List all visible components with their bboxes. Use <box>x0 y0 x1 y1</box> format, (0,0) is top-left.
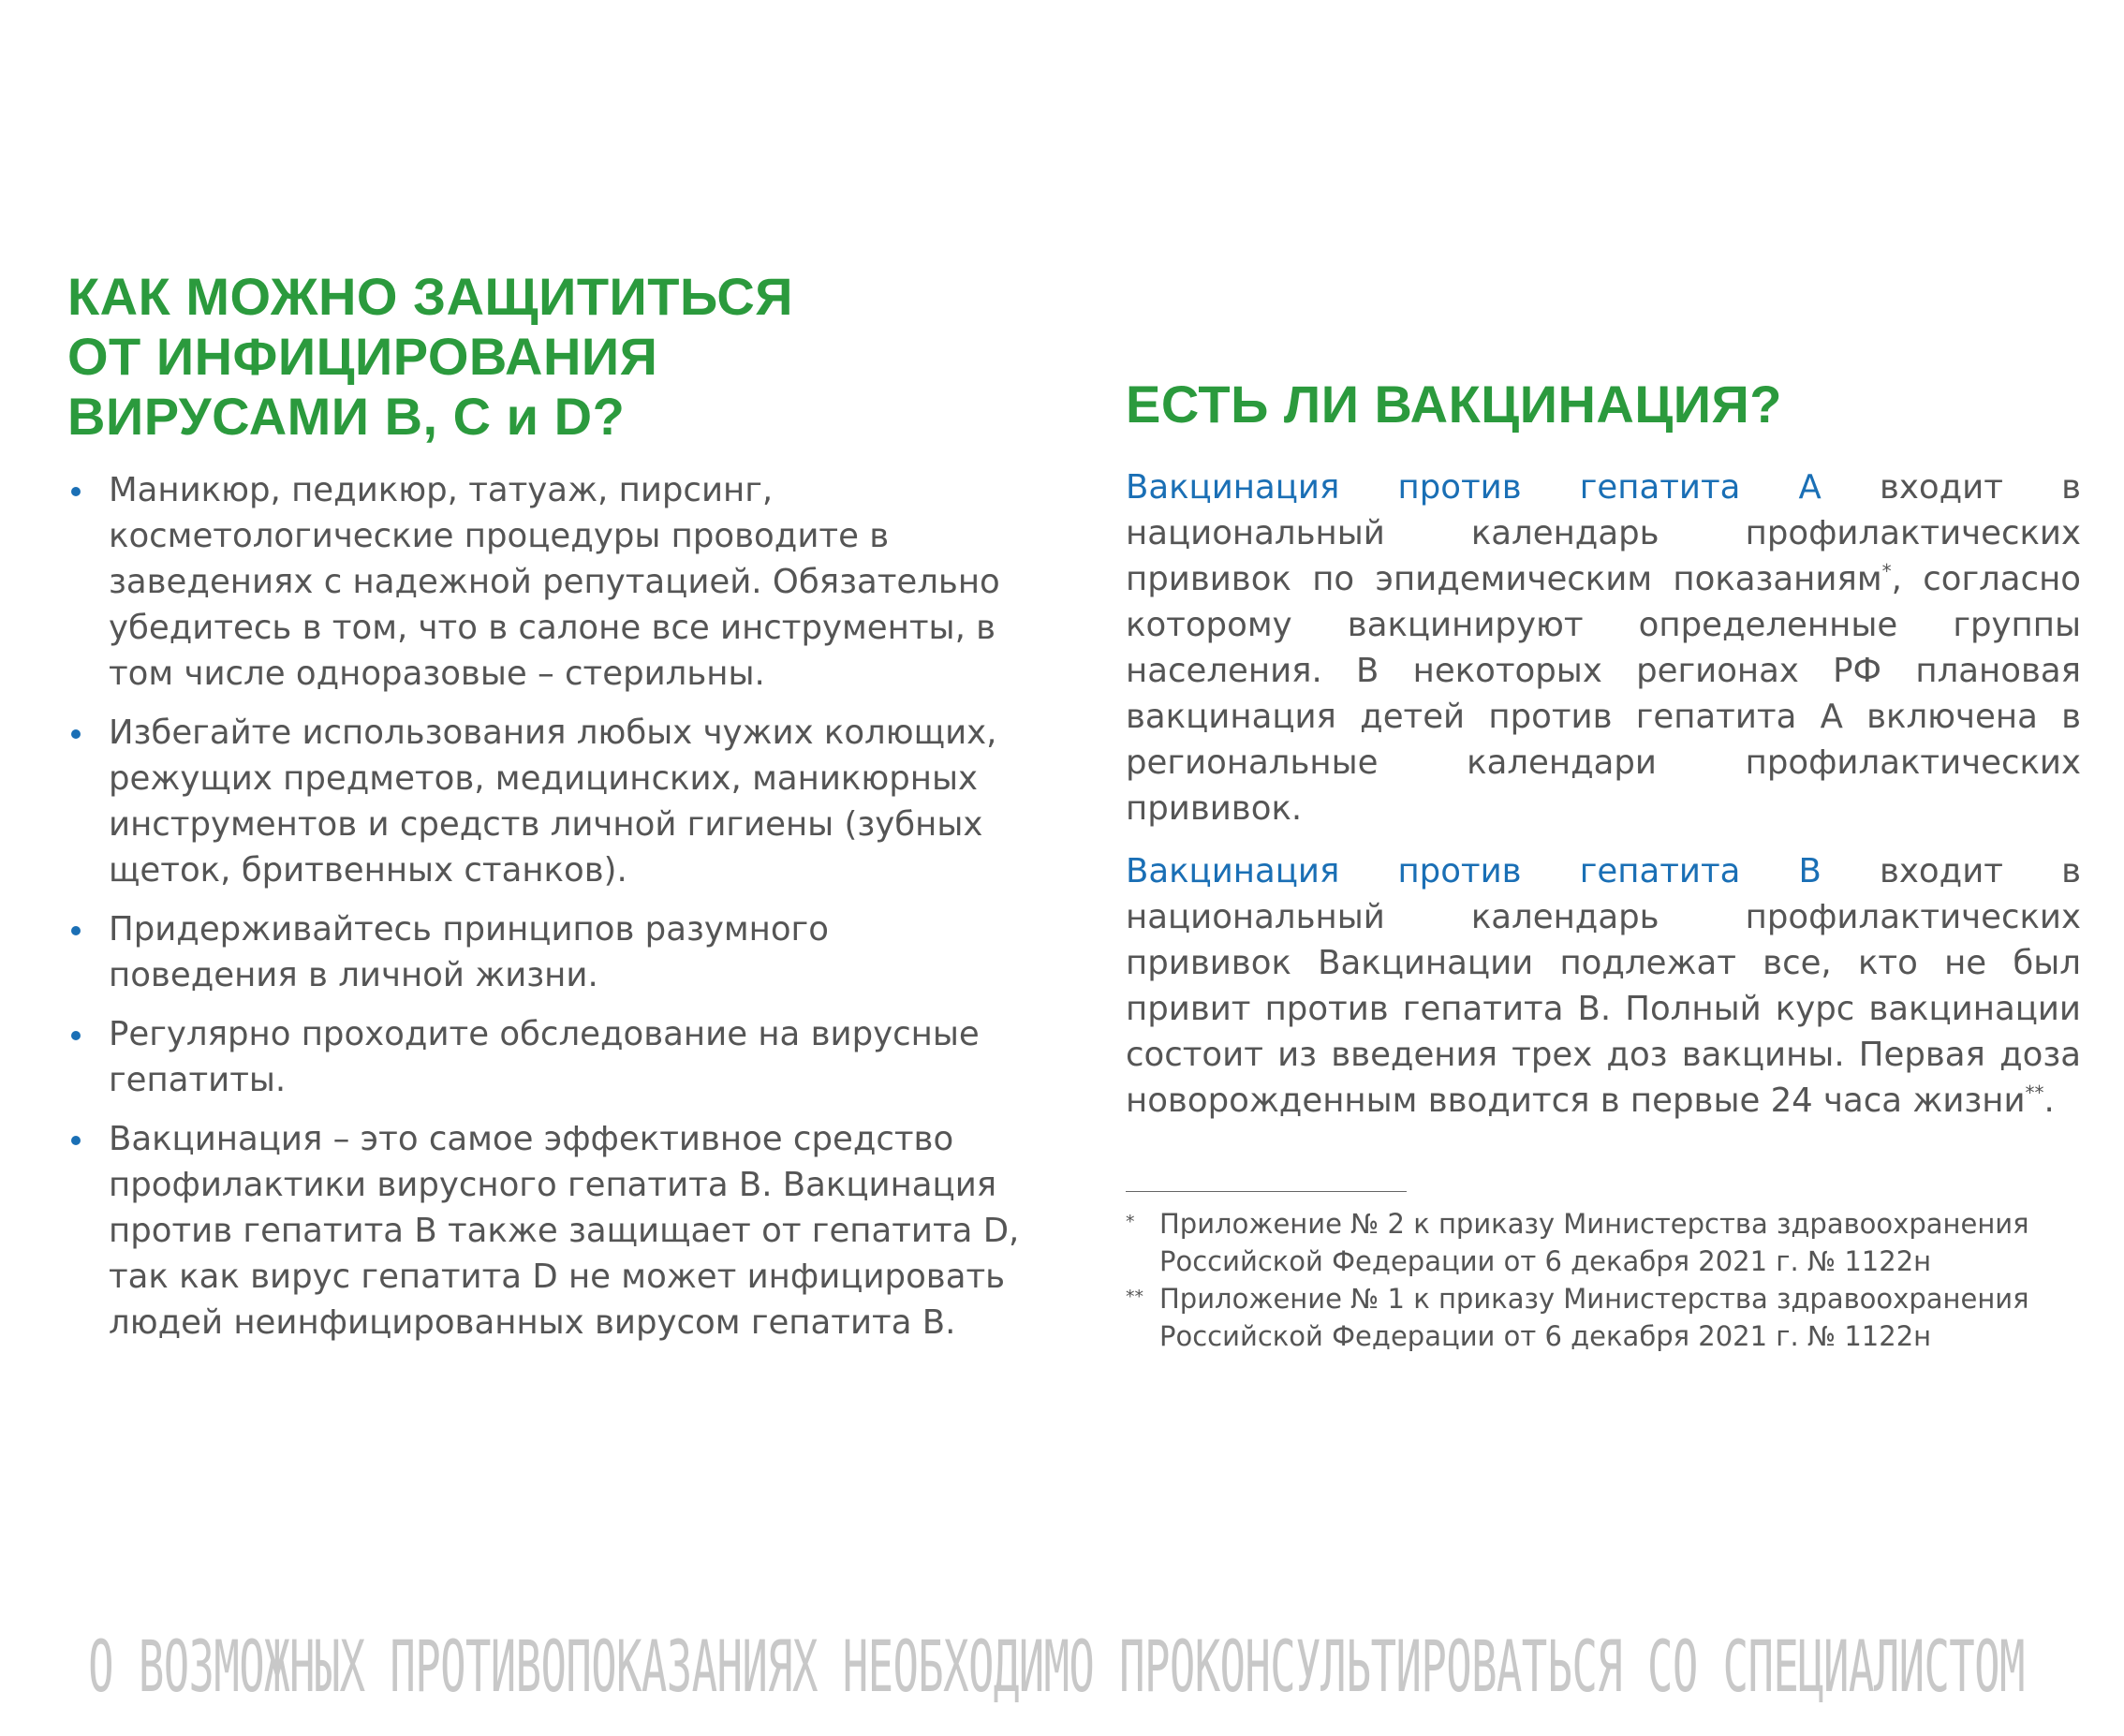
hepatitis-a-lead: Вакцинация против гепатита А <box>1126 468 1822 507</box>
footnote-mark: * <box>1126 1212 1135 1232</box>
list-item-text: Регулярно проходите обследование на вирусные гепатиты. <box>109 1015 980 1099</box>
hepatitis-b-text-a: входит в национальный календарь профилактических прививок Вакцинации подлежат все, кто не был привит против гепатита В. Полный курс вакцинации состоит из введения трех доз вакцины. Первая доза новорожденным вводится в первые 24 часа жизни <box>1126 852 2082 1120</box>
hepatitis-a-paragraph <box>1126 464 2081 831</box>
bullet-dot-icon <box>71 1136 81 1145</box>
footnote-mark: ** <box>1126 1287 1143 1307</box>
list-item-text: Маникюр, педикюр, татуаж, пирсинг, косметологические процедуры проводите в заведениях с надежной репутацией. Обязательно убедитесь в том, что в салоне все инструменты, в том числе одноразовые – стерильны. <box>109 471 1000 693</box>
footnote <box>1126 1280 2081 1355</box>
hepatitis-b-lead: Вакцинация против гепатита В <box>1126 852 1822 890</box>
protection-heading-line-3a: ВИРУСАМИ В, С <box>67 387 507 446</box>
right-column <box>1126 375 2081 1355</box>
bullet-dot-icon <box>71 487 81 496</box>
footnote <box>1126 1205 2081 1280</box>
footnote-text: Приложение № 1 к приказу Министерства здравоохранения Российской Федерации от 6 декабря 2021 г. № 1122н <box>1159 1283 2029 1352</box>
list-item-text: Придерживайтесь принципов разумного поведения в личной жизни. <box>109 910 829 994</box>
left-column <box>67 267 1023 1359</box>
bullet-dot-icon <box>71 1031 81 1040</box>
protection-heading-line-1: КАК МОЖНО ЗАЩИТИТЬСЯ <box>67 267 794 326</box>
list-item <box>67 710 1023 893</box>
protection-heading-line-3c: D? <box>538 387 626 446</box>
list-item <box>67 906 1023 998</box>
bullet-dot-icon <box>71 926 81 935</box>
protection-heading-line-2: ОТ ИНФИЦИРОВАНИЯ <box>67 327 658 386</box>
footnote-ref-1: * <box>1881 560 1892 583</box>
list-item <box>67 467 1023 697</box>
hepatitis-b-paragraph <box>1126 848 2081 1124</box>
specialist-consultation-banner: О ВОЗМОЖНЫХ ПРОТИВОПОКАЗАНИЯХ НЕОБХОДИМО ПРОКОНСУЛЬТИРОВАТЬСЯ СО СПЕЦИАЛИСТОМ <box>88 1625 2025 1708</box>
bullet-dot-icon <box>71 729 81 739</box>
vaccination-heading: ЕСТЬ ЛИ ВАКЦИНАЦИЯ? <box>1126 375 1782 434</box>
list-item <box>67 1011 1023 1103</box>
list-item <box>67 1116 1023 1346</box>
hepatitis-a-text-b: , согласно которому вакцинируют определенные группы населения. В некоторых регионах РФ плановая вакцинация детей против гепатита А включена в региональные календари профилактических прививок. <box>1126 560 2081 828</box>
list-item-text: Вакцинация – это самое эффективное средство профилактики вирусного гепатита В. Вакцинация против гепатита В также защищает от гепатита D, так как вирус гепатита D не может инфицировать людей неинфицированных вирусом гепатита В. <box>109 1120 1020 1342</box>
protection-heading-line-3b: и <box>506 387 539 446</box>
footnote-divider <box>1126 1191 1407 1192</box>
footnote-ref-2: ** <box>2025 1081 2044 1105</box>
list-item-text: Избегайте использования любых чужих колющих, режущих предметов, медицинских, маникюрных инструментов и средств личной гигиены (зубных щеток, бритвенных станков). <box>109 714 997 890</box>
protection-tips-list <box>67 467 1023 1346</box>
hepatitis-a-text-a: входит в национальный календарь профилактических прививок по эпидемическим показаниям <box>1126 468 2081 598</box>
hepatitis-b-text-b: . <box>2043 1081 2055 1120</box>
footnote-text: Приложение № 2 к приказу Министерства здравоохранения Российской Федерации от 6 декабря 2021 г. № 1122н <box>1159 1208 2029 1277</box>
protection-heading <box>67 267 1023 447</box>
